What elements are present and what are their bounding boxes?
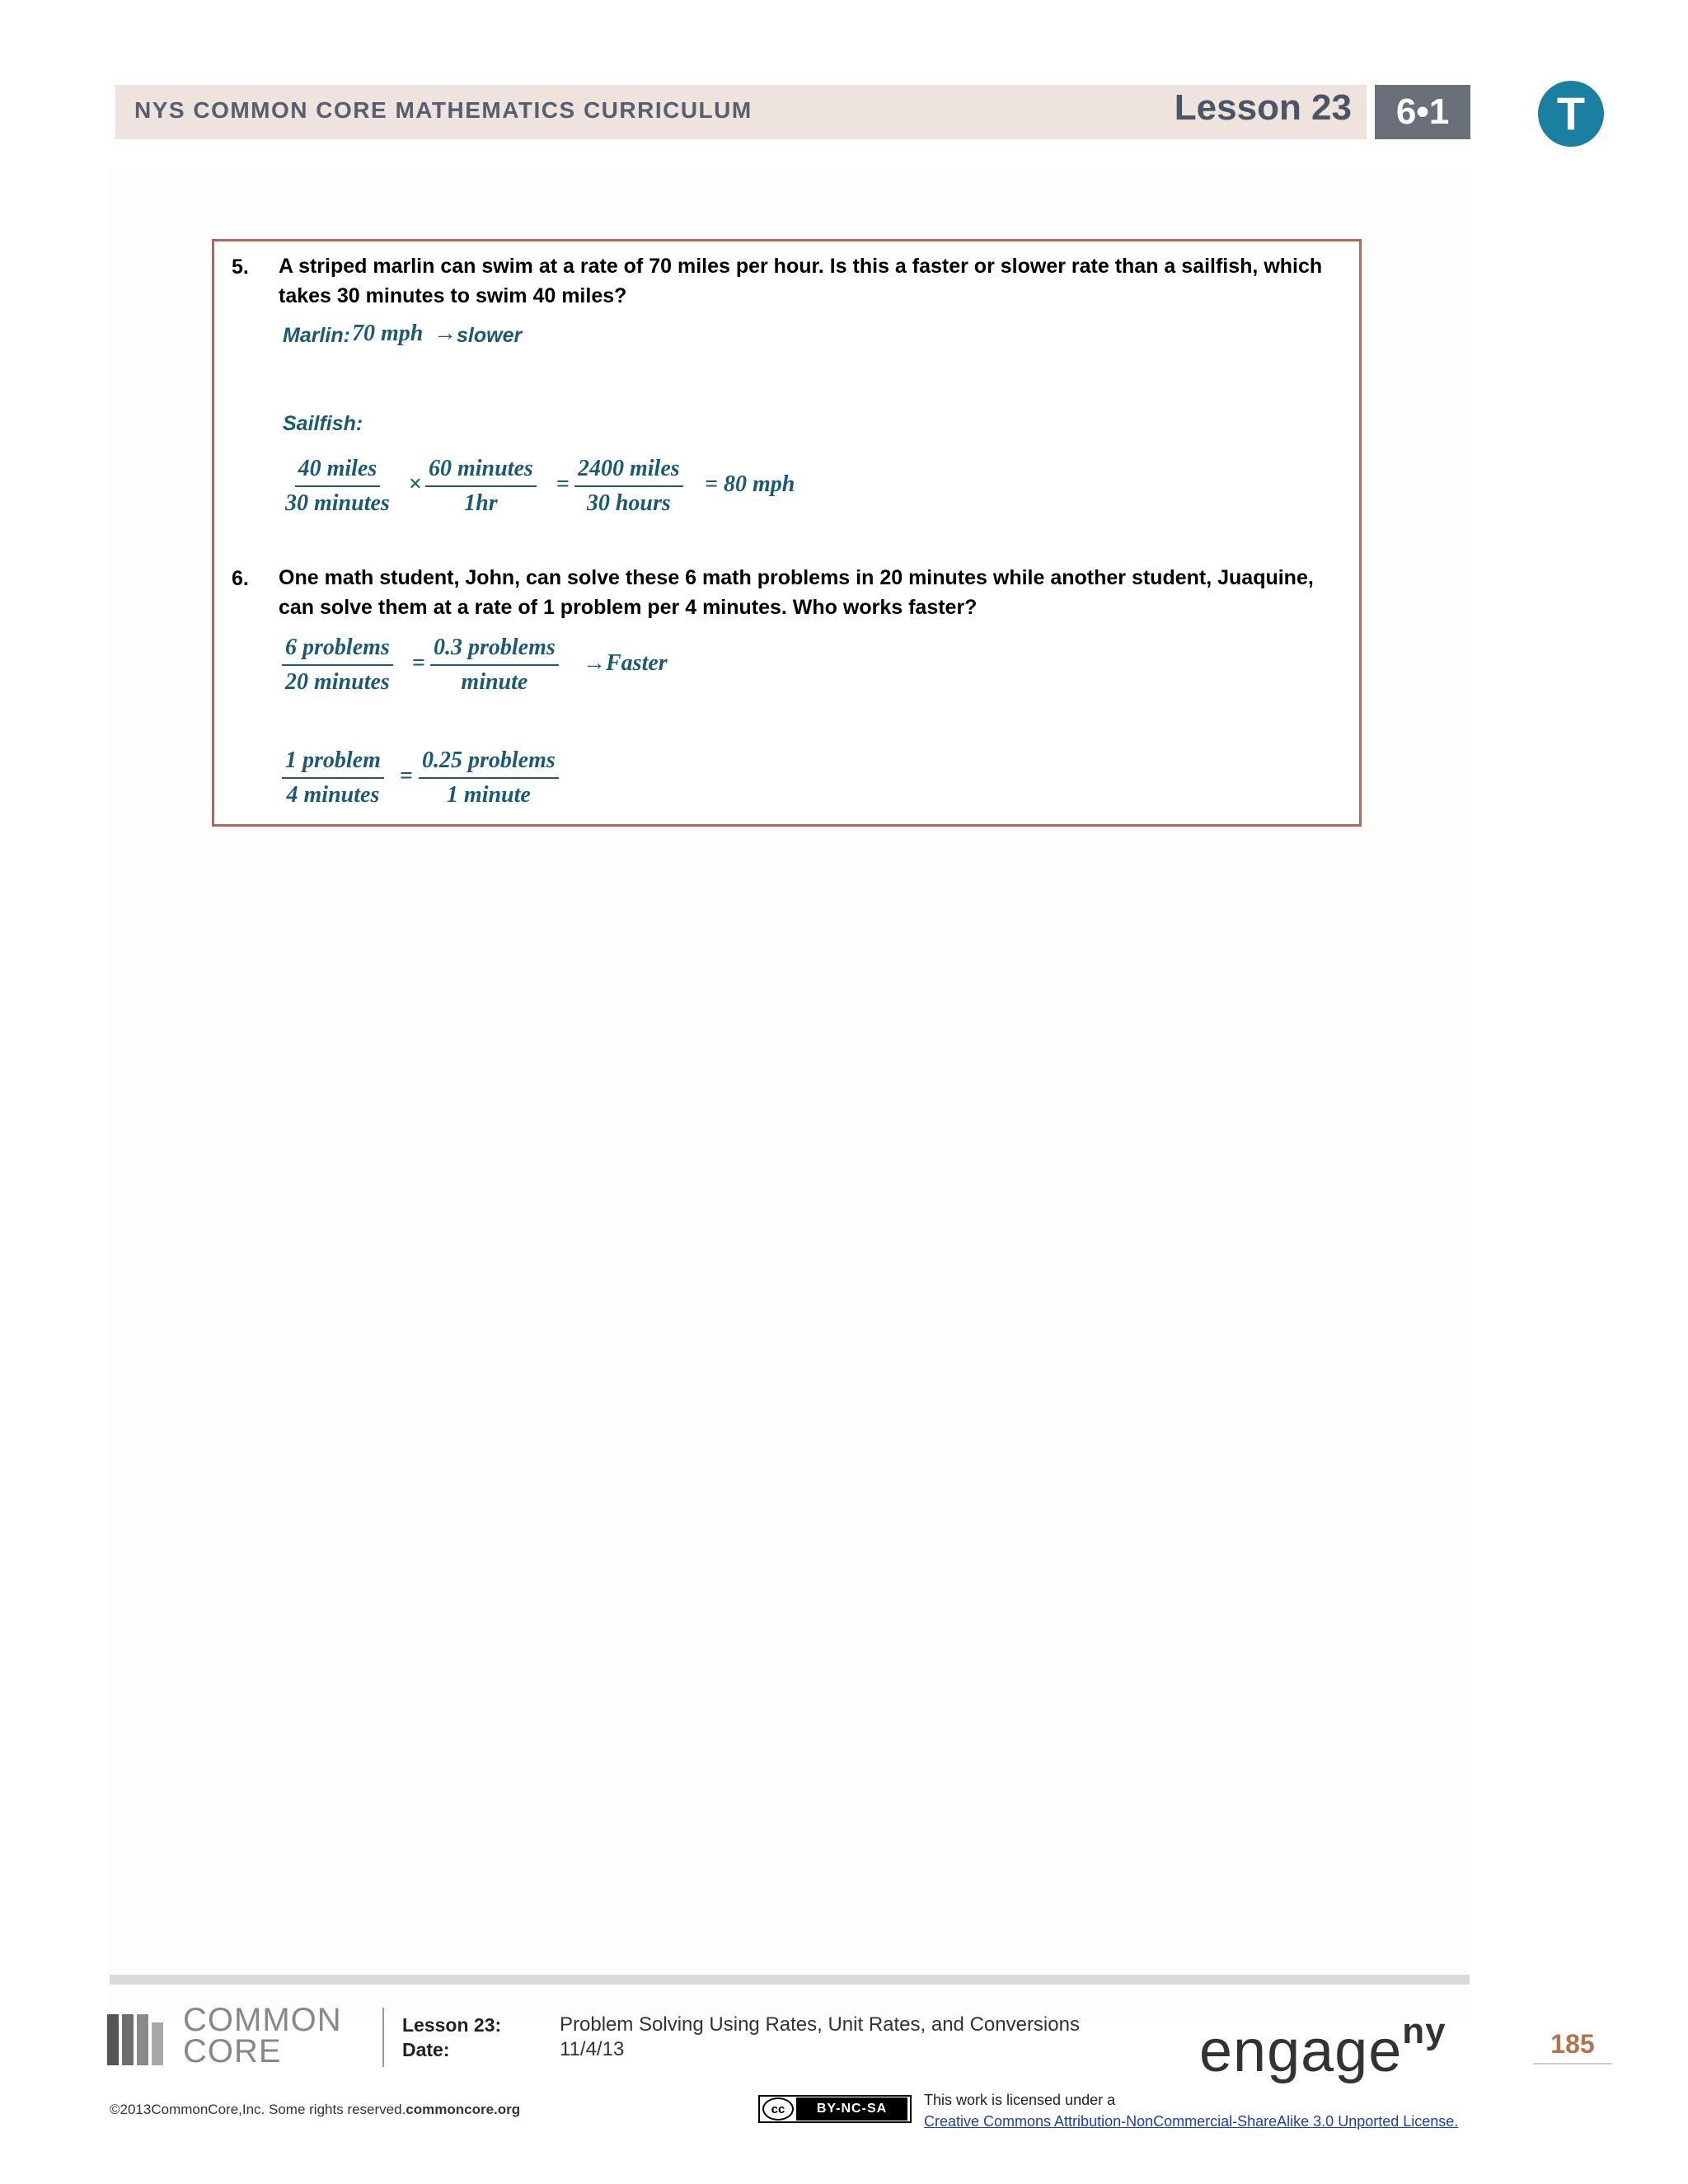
license-link[interactable]: Creative Commons Attribution-NonCommercial-ShareAlike 3.0 Unported License. (924, 2113, 1459, 2130)
fraction (419, 746, 559, 810)
sailfish-label: Sailfish: (283, 412, 363, 435)
license-intro: This work is licensed under a (924, 2092, 1116, 2108)
fraction (282, 746, 384, 810)
fraction (282, 454, 393, 518)
fraction-denominator: minute (461, 669, 528, 695)
problem-text: A striped marlin can swim at a rate of 70 miles per hour. Is this a faster or slower rate than a sailfish, which takes 30 minutes to swim 40 miles? (279, 255, 1323, 307)
fraction-denominator: 1 minute (446, 782, 531, 808)
fraction-numerator: 2400 miles (574, 454, 683, 487)
engage-sup: ny (1402, 2011, 1447, 2051)
fraction-numerator: 0.3 problems (430, 633, 559, 666)
problem-box (212, 239, 1362, 827)
fraction (425, 454, 537, 518)
fraction-numerator: 1 problem (282, 746, 384, 779)
problem-text: One math student, John, can solve these 6 math problems in 20 minutes while another student, Juaquine, can solve them at a rate of 1 problem per 4 minutes. Who works faster? (279, 566, 1314, 619)
logo-line: COMMON (183, 2002, 342, 2038)
fraction-denominator: 4 minutes (286, 782, 380, 808)
equals-sign: = (556, 471, 570, 497)
footer-lesson-title: Problem Solving Using Rates, Unit Rates, and Conversions (560, 2013, 1080, 2036)
common-core-logo-icon (107, 2011, 173, 2065)
copyright (110, 2102, 520, 2118)
faster-result: →Faster (583, 650, 668, 676)
fraction-numerator: 6 problems (282, 633, 393, 666)
fraction-denominator: 20 minutes (285, 669, 390, 695)
marlin-result: slower (457, 324, 523, 347)
problem-number: 6. (232, 567, 249, 590)
fraction (430, 633, 559, 697)
logo-line: CORE (183, 2033, 282, 2069)
arrow-icon: → (434, 321, 457, 346)
fraction-denominator: 30 minutes (285, 490, 390, 516)
equals-sign: = (412, 650, 425, 676)
grade-module-badge: 6•1 (1375, 85, 1470, 139)
fraction-numerator: 60 minutes (425, 454, 537, 487)
copyright-text: ©2013CommonCore,Inc. Some rights reserved. (110, 2102, 406, 2117)
fraction (574, 454, 683, 518)
curriculum-title: NYS COMMON CORE MATHEMATICS CURRICULUM (134, 97, 753, 123)
fraction (282, 633, 393, 697)
teacher-icon: T (1538, 81, 1604, 147)
marlin-label: Marlin: (283, 324, 350, 347)
times-sign: × (409, 471, 422, 497)
fraction-denominator: 30 hours (586, 490, 671, 516)
license-code: BY-NC-SA (796, 2097, 907, 2121)
footer-date-label: Date: (402, 2039, 450, 2060)
problem-number: 5. (232, 255, 249, 279)
fraction-numerator: 40 miles (295, 454, 381, 487)
footer-date-value: 11/4/13 (560, 2038, 625, 2060)
engage-word: engage (1199, 2018, 1403, 2084)
footer-rule (110, 1975, 1470, 1985)
common-core-wordmark (183, 2004, 342, 2067)
copyright-site: commoncore.org (406, 2102, 521, 2117)
fraction-numerator: 0.25 problems (419, 746, 559, 779)
cc-icon: cc (762, 2097, 794, 2121)
footer-divider (382, 2008, 384, 2067)
sailfish-result: = 80 mph (705, 471, 795, 497)
cc-license-badge-icon[interactable] (758, 2095, 912, 2123)
engageny-logo (1199, 2011, 1447, 2085)
equals-sign: = (400, 763, 413, 789)
fraction-denominator: 1hr (464, 490, 498, 516)
lesson-title: Lesson 23 (1174, 87, 1352, 128)
footer-lesson-label: Lesson 23: (402, 2014, 502, 2036)
page-number: 185 (1533, 2029, 1612, 2064)
marlin-value: 70 mph (352, 321, 424, 346)
